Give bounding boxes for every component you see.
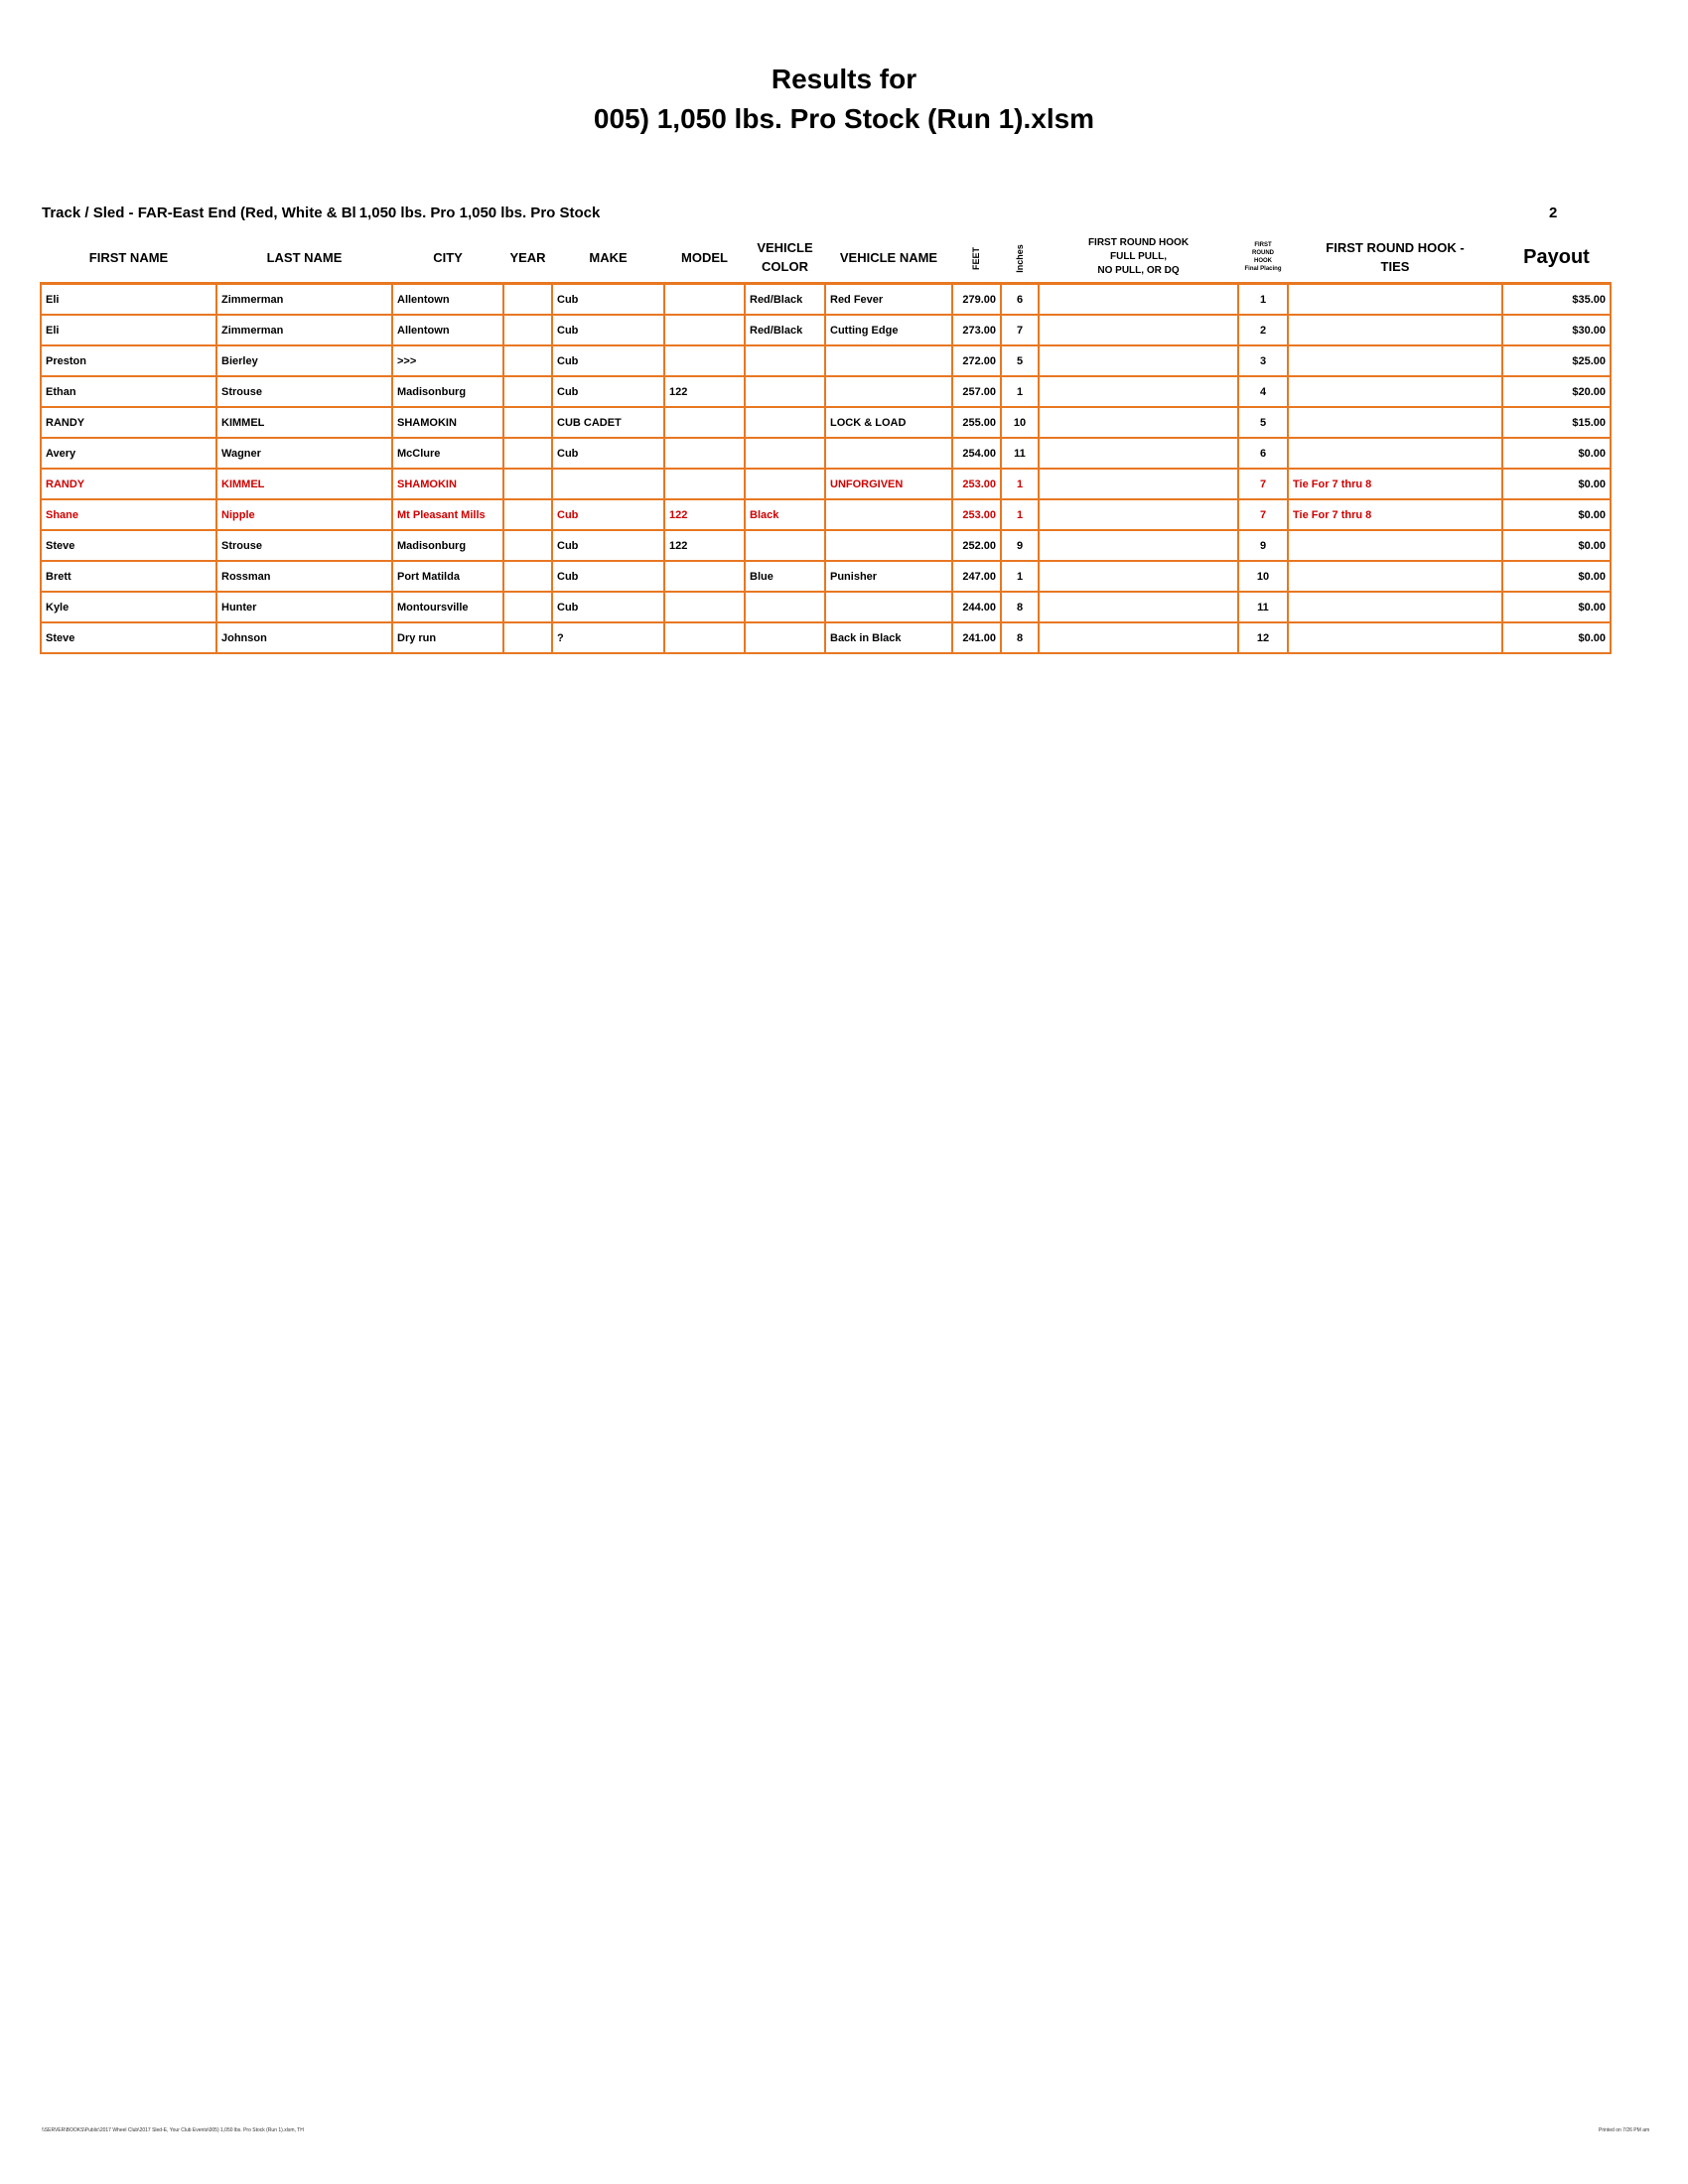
- model-cell: [664, 592, 745, 622]
- year-cell: [503, 284, 552, 316]
- hook-result-cell: [1039, 499, 1238, 530]
- header-vehicle-name: VEHICLE NAME: [839, 249, 938, 265]
- first-name-cell: Kyle: [41, 592, 216, 622]
- table-row: [41, 376, 1611, 407]
- header-first-name: FIRST NAME: [88, 249, 169, 265]
- vehicle-color-cell: [745, 592, 825, 622]
- feet-cell: 255.00: [952, 407, 1001, 438]
- model-cell: [664, 345, 745, 376]
- footer-file-path: \\SERVER\BOOKS\Public\2017 Wheel Club\2017 Sled-E, Your Club Events\005) 1,050 lbs. Pro Stock (Run 1).xlsm, TH: [42, 2127, 304, 2133]
- first-name-cell: Ethan: [41, 376, 216, 407]
- inches-cell: 8: [1001, 622, 1039, 653]
- header-vehicle-color: VEHICLE COLOR: [757, 240, 813, 274]
- vehicle-name-cell: [825, 438, 952, 469]
- make-cell: Cub: [552, 530, 664, 561]
- header-feet: FEET: [970, 246, 981, 270]
- file-title: 005) 1,050 lbs. Pro Stock (Run 1).xlsm: [593, 103, 1095, 134]
- city-cell: Madisonburg: [392, 376, 503, 407]
- header-year: YEAR: [509, 249, 546, 265]
- first-name-cell: RANDY: [41, 469, 216, 499]
- vehicle-name-cell: UNFORGIVEN: [825, 469, 952, 499]
- feet-cell: 252.00: [952, 530, 1001, 561]
- last-name-cell: Strouse: [216, 376, 392, 407]
- hook-result-cell: [1039, 407, 1238, 438]
- header-first-round-hook: FIRST ROUND HOOK FULL PULL, NO PULL, OR DQ: [1087, 237, 1190, 276]
- last-name-cell: Zimmerman: [216, 284, 392, 316]
- vehicle-color-cell: [745, 438, 825, 469]
- final-placing-cell: 3: [1238, 345, 1288, 376]
- hook-result-cell: [1039, 438, 1238, 469]
- first-name-cell: Eli: [41, 284, 216, 316]
- payout-cell: $0.00: [1502, 622, 1611, 653]
- model-cell: 122: [664, 499, 745, 530]
- header-last-name: LAST NAME: [266, 249, 343, 265]
- first-name-cell: Brett: [41, 561, 216, 592]
- inches-cell: 11: [1001, 438, 1039, 469]
- final-placing-cell: 11: [1238, 592, 1288, 622]
- year-cell: [503, 438, 552, 469]
- make-cell: Cub: [552, 284, 664, 316]
- make-cell: Cub: [552, 499, 664, 530]
- hook-result-cell: [1039, 376, 1238, 407]
- make-cell: Cub: [552, 345, 664, 376]
- make-cell: CUB CADET: [552, 407, 664, 438]
- table-row: [41, 561, 1611, 592]
- header-model: MODEL: [681, 249, 728, 265]
- vehicle-color-cell: [745, 622, 825, 653]
- last-name-cell: KIMMEL: [216, 407, 392, 438]
- table-row: [41, 622, 1611, 653]
- year-cell: [503, 561, 552, 592]
- first-name-cell: RANDY: [41, 407, 216, 438]
- feet-cell: 244.00: [952, 592, 1001, 622]
- inches-cell: 10: [1001, 407, 1039, 438]
- hook-result-cell: [1039, 284, 1238, 316]
- ties-cell: [1288, 284, 1502, 316]
- last-name-cell: Nipple: [216, 499, 392, 530]
- hook-result-cell: [1039, 530, 1238, 561]
- ties-cell: [1288, 530, 1502, 561]
- results-title: Results for: [771, 64, 917, 94]
- vehicle-name-cell: [825, 592, 952, 622]
- final-placing-cell: 6: [1238, 438, 1288, 469]
- vehicle-color-cell: [745, 376, 825, 407]
- first-name-cell: Steve: [41, 530, 216, 561]
- vehicle-name-cell: [825, 530, 952, 561]
- make-cell: Cub: [552, 592, 664, 622]
- ties-cell: Tie For 7 thru 8: [1288, 499, 1502, 530]
- ties-cell: [1288, 345, 1502, 376]
- ties-cell: [1288, 592, 1502, 622]
- inches-cell: 5: [1001, 345, 1039, 376]
- track-info: Track / Sled - FAR-East End (Red, White & Bl 1,050 lbs. Pro 1,050 lbs. Pro Stock: [42, 205, 601, 221]
- model-cell: [664, 469, 745, 499]
- inches-cell: 1: [1001, 499, 1039, 530]
- results-table: [40, 232, 1612, 654]
- table-row: [41, 345, 1611, 376]
- ties-cell: [1288, 407, 1502, 438]
- final-placing-cell: 7: [1238, 469, 1288, 499]
- inches-cell: 1: [1001, 376, 1039, 407]
- make-cell: ?: [552, 622, 664, 653]
- model-cell: 122: [664, 530, 745, 561]
- make-cell: [552, 469, 664, 499]
- header-final-placing: FIRST ROUND HOOK Final Placing: [1244, 242, 1282, 272]
- first-name-cell: Avery: [41, 438, 216, 469]
- hook-result-cell: [1039, 592, 1238, 622]
- payout-cell: $35.00: [1502, 284, 1611, 316]
- payout-cell: $0.00: [1502, 530, 1611, 561]
- model-cell: [664, 284, 745, 316]
- city-cell: Port Matilda: [392, 561, 503, 592]
- payout-cell: $0.00: [1502, 561, 1611, 592]
- feet-cell: 253.00: [952, 469, 1001, 499]
- city-cell: Montoursville: [392, 592, 503, 622]
- hook-result-cell: [1039, 315, 1238, 345]
- feet-cell: 272.00: [952, 345, 1001, 376]
- hook-result-cell: [1039, 622, 1238, 653]
- vehicle-name-cell: Cutting Edge: [825, 315, 952, 345]
- payout-cell: $20.00: [1502, 376, 1611, 407]
- hook-result-cell: [1039, 345, 1238, 376]
- feet-cell: 254.00: [952, 438, 1001, 469]
- first-name-cell: Shane: [41, 499, 216, 530]
- last-name-cell: Zimmerman: [216, 315, 392, 345]
- payout-cell: $0.00: [1502, 499, 1611, 530]
- vehicle-color-cell: [745, 345, 825, 376]
- city-cell: Mt Pleasant Mills: [392, 499, 503, 530]
- ties-cell: [1288, 622, 1502, 653]
- payout-cell: $25.00: [1502, 345, 1611, 376]
- make-cell: Cub: [552, 561, 664, 592]
- feet-cell: 279.00: [952, 284, 1001, 316]
- vehicle-name-cell: [825, 345, 952, 376]
- final-placing-cell: 10: [1238, 561, 1288, 592]
- table-row: [41, 592, 1611, 622]
- vehicle-name-cell: [825, 376, 952, 407]
- year-cell: [503, 592, 552, 622]
- hook-result-cell: [1039, 561, 1238, 592]
- header-ties: FIRST ROUND HOOK - TIES: [1326, 240, 1465, 274]
- final-placing-cell: 2: [1238, 315, 1288, 345]
- vehicle-name-cell: Red Fever: [825, 284, 952, 316]
- last-name-cell: Johnson: [216, 622, 392, 653]
- footer-print-date: Printed on 7/26 PM am: [1599, 2127, 1650, 2133]
- feet-cell: 253.00: [952, 499, 1001, 530]
- vehicle-color-cell: Black: [745, 499, 825, 530]
- header-city: CITY: [433, 249, 463, 265]
- feet-cell: 273.00: [952, 315, 1001, 345]
- model-cell: [664, 438, 745, 469]
- ties-cell: [1288, 561, 1502, 592]
- vehicle-name-cell: [825, 499, 952, 530]
- make-cell: Cub: [552, 438, 664, 469]
- city-cell: McClure: [392, 438, 503, 469]
- vehicle-color-cell: Red/Black: [745, 315, 825, 345]
- payout-cell: $30.00: [1502, 315, 1611, 345]
- inches-cell: 9: [1001, 530, 1039, 561]
- header-inches: Inches: [1014, 243, 1025, 273]
- make-cell: Cub: [552, 315, 664, 345]
- final-placing-cell: 12: [1238, 622, 1288, 653]
- table-row: [41, 499, 1611, 530]
- table-row: [41, 315, 1611, 345]
- vehicle-color-cell: Blue: [745, 561, 825, 592]
- last-name-cell: Strouse: [216, 530, 392, 561]
- final-placing-cell: 1: [1238, 284, 1288, 316]
- feet-cell: 241.00: [952, 622, 1001, 653]
- results-body: [41, 284, 1611, 654]
- vehicle-name-cell: Back in Black: [825, 622, 952, 653]
- ties-cell: Tie For 7 thru 8: [1288, 469, 1502, 499]
- city-cell: Allentown: [392, 315, 503, 345]
- inches-cell: 7: [1001, 315, 1039, 345]
- vehicle-color-cell: [745, 407, 825, 438]
- table-row: [41, 438, 1611, 469]
- year-cell: [503, 345, 552, 376]
- last-name-cell: KIMMEL: [216, 469, 392, 499]
- hook-result-cell: [1039, 469, 1238, 499]
- model-cell: [664, 622, 745, 653]
- page-number: 2: [1549, 205, 1558, 221]
- final-placing-cell: 5: [1238, 407, 1288, 438]
- table-row: [41, 284, 1611, 316]
- year-cell: [503, 499, 552, 530]
- inches-cell: 1: [1001, 561, 1039, 592]
- last-name-cell: Bierley: [216, 345, 392, 376]
- table-row: [41, 469, 1611, 499]
- vehicle-color-cell: [745, 469, 825, 499]
- last-name-cell: Wagner: [216, 438, 392, 469]
- vehicle-color-cell: [745, 530, 825, 561]
- header-make: MAKE: [589, 249, 628, 265]
- payout-cell: $0.00: [1502, 469, 1611, 499]
- model-cell: [664, 561, 745, 592]
- table-row: [41, 407, 1611, 438]
- ties-cell: [1288, 315, 1502, 345]
- feet-cell: 257.00: [952, 376, 1001, 407]
- make-cell: Cub: [552, 376, 664, 407]
- year-cell: [503, 376, 552, 407]
- city-cell: SHAMOKIN: [392, 469, 503, 499]
- inches-cell: 6: [1001, 284, 1039, 316]
- header-row: [41, 232, 1611, 284]
- last-name-cell: Hunter: [216, 592, 392, 622]
- year-cell: [503, 315, 552, 345]
- first-name-cell: Eli: [41, 315, 216, 345]
- ties-cell: [1288, 438, 1502, 469]
- vehicle-name-cell: LOCK & LOAD: [825, 407, 952, 438]
- first-name-cell: Steve: [41, 622, 216, 653]
- city-cell: SHAMOKIN: [392, 407, 503, 438]
- final-placing-cell: 4: [1238, 376, 1288, 407]
- vehicle-name-cell: Punisher: [825, 561, 952, 592]
- inches-cell: 1: [1001, 469, 1039, 499]
- feet-cell: 247.00: [952, 561, 1001, 592]
- first-name-cell: Preston: [41, 345, 216, 376]
- year-cell: [503, 407, 552, 438]
- city-cell: Madisonburg: [392, 530, 503, 561]
- city-cell: Allentown: [392, 284, 503, 316]
- year-cell: [503, 530, 552, 561]
- city-cell: Dry run: [392, 622, 503, 653]
- model-cell: [664, 407, 745, 438]
- payout-cell: $0.00: [1502, 592, 1611, 622]
- header-payout: Payout: [1523, 245, 1590, 268]
- vehicle-color-cell: Red/Black: [745, 284, 825, 316]
- table-row: [41, 530, 1611, 561]
- city-cell: >>>: [392, 345, 503, 376]
- year-cell: [503, 469, 552, 499]
- model-cell: [664, 315, 745, 345]
- model-cell: 122: [664, 376, 745, 407]
- payout-cell: $0.00: [1502, 438, 1611, 469]
- payout-cell: $15.00: [1502, 407, 1611, 438]
- final-placing-cell: 7: [1238, 499, 1288, 530]
- last-name-cell: Rossman: [216, 561, 392, 592]
- inches-cell: 8: [1001, 592, 1039, 622]
- ties-cell: [1288, 376, 1502, 407]
- year-cell: [503, 622, 552, 653]
- final-placing-cell: 9: [1238, 530, 1288, 561]
